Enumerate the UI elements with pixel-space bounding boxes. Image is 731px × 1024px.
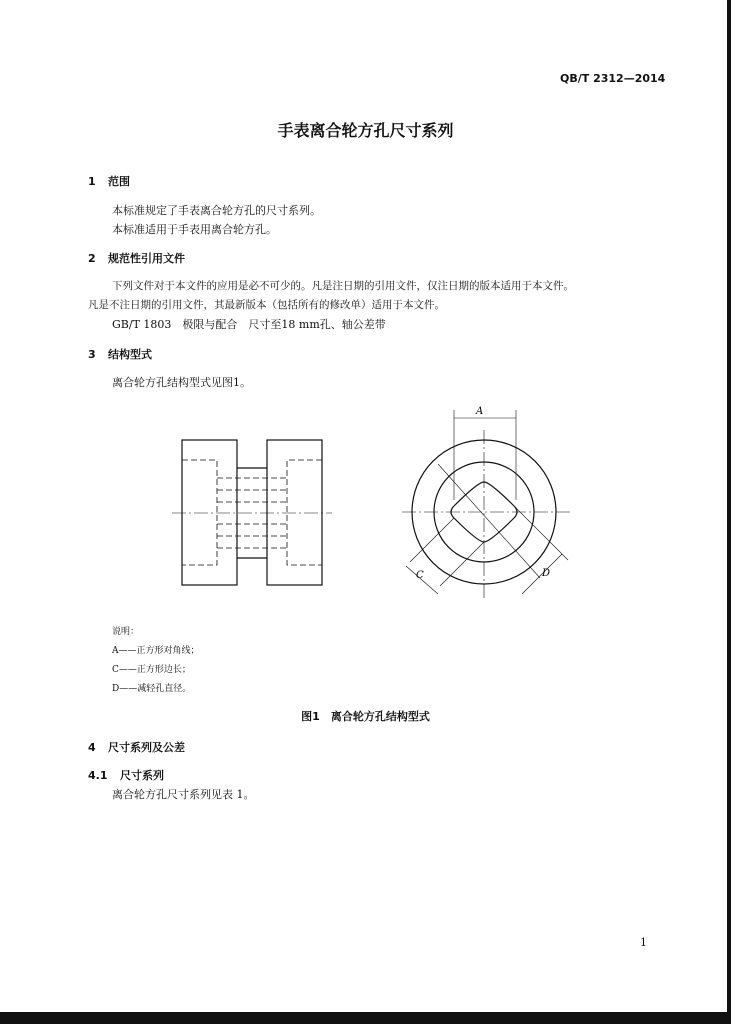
section-4-1-line-1: 离合轮方孔尺寸系列见表 1。	[112, 788, 255, 801]
section-1-heading	[88, 173, 130, 189]
section-2-line-3: GB/T 1803 极限与配合 尺寸至18 mm孔、轴公差带	[112, 318, 386, 331]
section-2-line-1: 下列文件对于本文件的应用是必不可少的。凡是注日期的引用文件，仅注日期的版本适用于本文件。	[112, 280, 574, 292]
legend-item-c: C——正方形边长；	[112, 665, 191, 675]
section-2-line-2: 凡是不注日期的引用文件，其最新版本（包括所有的修改单）适用于本文件。	[88, 299, 445, 311]
scan-edge-right	[727, 0, 731, 1024]
label-d: D	[542, 568, 551, 579]
section-1-title: 范围	[108, 175, 130, 188]
label-c: C	[416, 570, 424, 581]
label-a: A	[476, 406, 484, 417]
legend-item-d: D——减轻孔直径。	[112, 684, 192, 694]
page-number: 1	[640, 936, 647, 949]
section-4-1-title: 尺寸系列	[120, 769, 164, 782]
section-4-1-heading	[88, 767, 164, 783]
section-2-number: 2	[88, 252, 96, 265]
section-3-line-1: 离合轮方孔结构型式见图1。	[112, 376, 251, 389]
figure-caption: 图1 离合轮方孔结构型式	[301, 710, 430, 723]
section-3-number: 3	[88, 348, 96, 361]
figure-front-view	[392, 400, 582, 600]
section-3-title: 结构型式	[108, 348, 152, 361]
section-4-title: 尺寸系列及公差	[108, 741, 185, 754]
standard-code: QB/T 2312—2014	[560, 72, 666, 85]
section-1-line-1: 本标准规定了手表离合轮方孔的尺寸系列。	[112, 204, 321, 217]
section-2-title: 规范性引用文件	[108, 252, 185, 265]
section-1-number: 1	[88, 175, 96, 188]
section-4-1-number: 4.1	[88, 769, 108, 782]
legend-title: 说明：	[112, 627, 140, 637]
section-3-heading	[88, 346, 152, 362]
scan-edge-bottom	[0, 1012, 731, 1024]
document-title: 手表离合轮方孔尺寸系列	[277, 121, 454, 140]
section-4-heading	[88, 739, 185, 755]
section-2-heading	[88, 250, 185, 266]
legend-item-a: A——正方形对角线；	[112, 646, 200, 656]
section-1-line-2: 本标准适用于手表用离合轮方孔。	[112, 223, 277, 236]
figure-side-view	[170, 428, 335, 593]
section-4-number: 4	[88, 741, 96, 754]
